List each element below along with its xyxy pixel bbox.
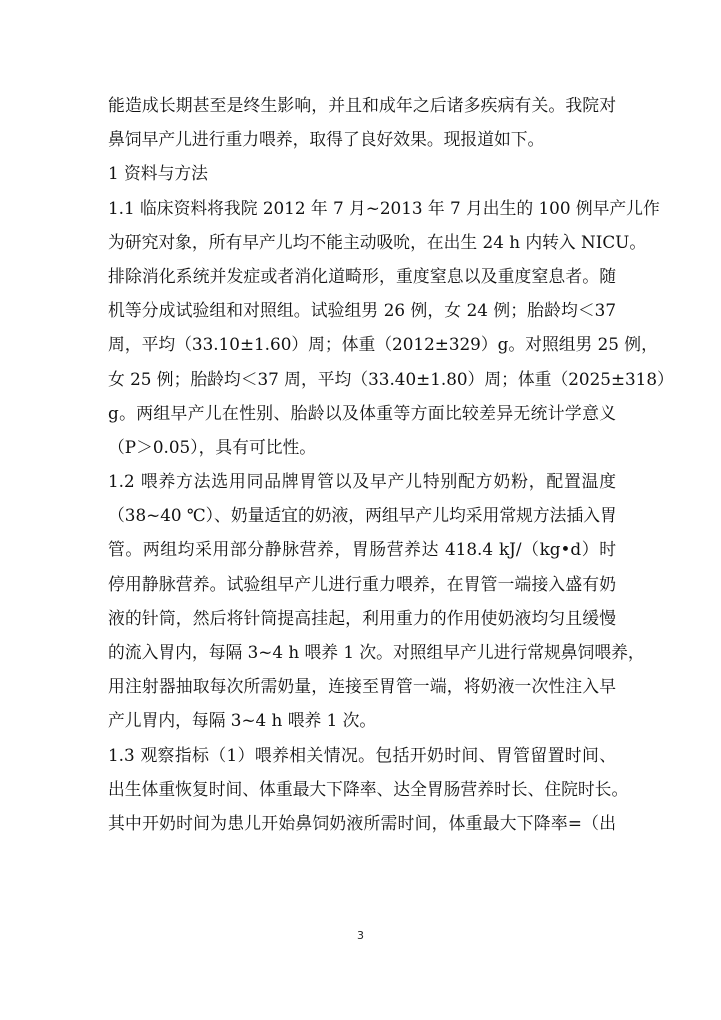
text-line: 1.1 临床资料将我院 2012 年 7 月~2013 年 7 月出生的 100 例早产儿作 [108, 197, 660, 218]
text-line: 1 资料与方法 [108, 163, 208, 184]
text-line: 为研究对象，所有早产儿均不能主动吸吮，在出生 24 h 内转入 NICU。 [108, 231, 647, 252]
text-line: 机等分成试验组和对照组。试验组男 26 例，女 24 例；胎龄均＜37 [108, 300, 616, 321]
text-line: 女 25 例；胎龄均＜37 周，平均（33.40±1.80）周；体重（2025±318） [108, 368, 674, 389]
text-line: （38~40 ℃）、奶量适宜的奶液，两组早产儿均采用常规方法插入胃 [108, 505, 617, 526]
text-line: g。两组早产儿在性别、胎龄以及体重等方面比较差异无统计学意义 [108, 402, 616, 423]
text-line: 1.2 喂养方法选用同品牌胃管以及早产儿特别配方奶粉，配置温度 [108, 471, 616, 492]
text-line: 的流入胃内，每隔 3~4 h 喂养 1 次。对照组早产儿进行常规鼻饲喂养， [108, 642, 645, 662]
text-line: 用注射器抽取每次所需奶量，连接至胃管一端，将奶液一次性注入早 [108, 676, 616, 697]
text-line: （P＞0.05），具有可比性。 [108, 436, 317, 457]
text-line: 排除消化系统并发症或者消化道畸形，重度窒息以及重度窒息者。随 [108, 265, 616, 286]
text-line: 液的针筒，然后将针筒提高挂起，利用重力的作用使奶液均匀且缓慢 [108, 607, 616, 628]
text-line: 其中开奶时间为患儿开始鼻饲奶液所需时间，体重最大下降率=（出 [108, 812, 616, 833]
page-number: 3 [357, 929, 364, 942]
body-text [108, 88, 674, 840]
text-line: 1.3 观察指标（1）喂养相关情况。包括开奶时间、胃管留置时间、 [108, 744, 616, 765]
text-line: 管。两组均采用部分静脉营养，胃肠营养达 418.4 kJ/（kg•d）时 [108, 539, 616, 560]
text-line: 出生体重恢复时间、体重最大下降率、达全胃肠营养时长、住院时长。 [108, 778, 629, 799]
text-line: 周，平均（33.10±1.60）周；体重（2012±329）g。对照组男 25 例， [108, 334, 658, 355]
text-line: 能造成长期甚至是终生影响，并且和成年之后诸多疾病有关。我院对 [108, 95, 616, 115]
text-line: 停用静脉营养。试验组早产儿进行重力喂养，在胃管一端接入盛有奶 [108, 573, 616, 594]
text-line: 产儿胃内，每隔 3~4 h 喂养 1 次。 [108, 710, 377, 731]
text-line: 鼻饲早产儿进行重力喂养，取得了良好效果。现报道如下。 [108, 129, 545, 150]
